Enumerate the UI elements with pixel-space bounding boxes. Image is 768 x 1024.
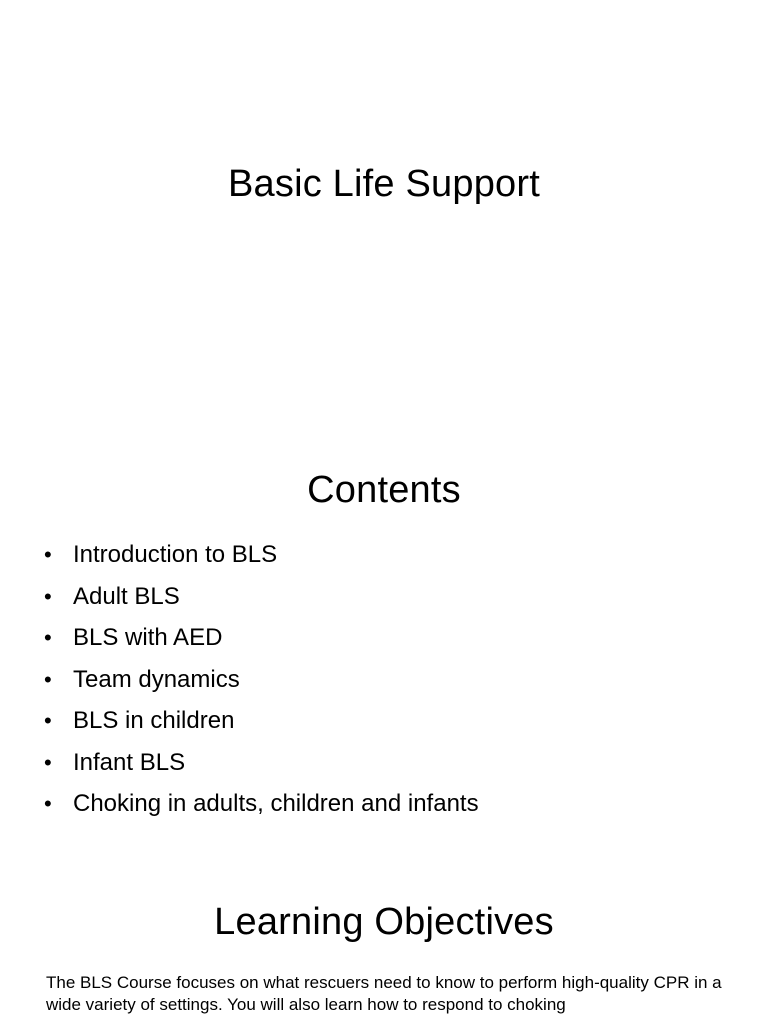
slide-body-text: The BLS Course focuses on what rescuers need to know to perform high-quality CPR in a wide variety of settings. You will also learn how to respond to choking xyxy=(46,973,722,1014)
bullet-icon: • xyxy=(44,791,52,816)
bullet-icon: • xyxy=(44,625,52,650)
list-item-label: BLS with AED xyxy=(73,624,223,651)
learning-objectives-slide xyxy=(0,864,768,1024)
list-item-label: Choking in adults, children and infants xyxy=(73,790,479,817)
slide-title: Contents xyxy=(307,469,461,511)
list-item-label: Introduction to BLS xyxy=(73,541,278,568)
list-item-label: Adult BLS xyxy=(73,582,180,610)
bullet-icon: • xyxy=(44,542,52,567)
slide-title: Basic Life Support xyxy=(228,163,540,205)
bullet-icon: • xyxy=(44,749,52,775)
bullet-icon: • xyxy=(44,583,52,609)
list-item-label: BLS in children xyxy=(73,707,235,734)
title-slide xyxy=(0,0,768,432)
list-item-label: Team dynamics xyxy=(73,665,240,693)
bullet-icon: • xyxy=(44,708,52,733)
list-item-label: Infant BLS xyxy=(73,748,186,776)
contents-slide xyxy=(0,432,768,864)
slide-title: Learning Objectives xyxy=(214,901,554,943)
bullet-icon: • xyxy=(44,666,52,692)
